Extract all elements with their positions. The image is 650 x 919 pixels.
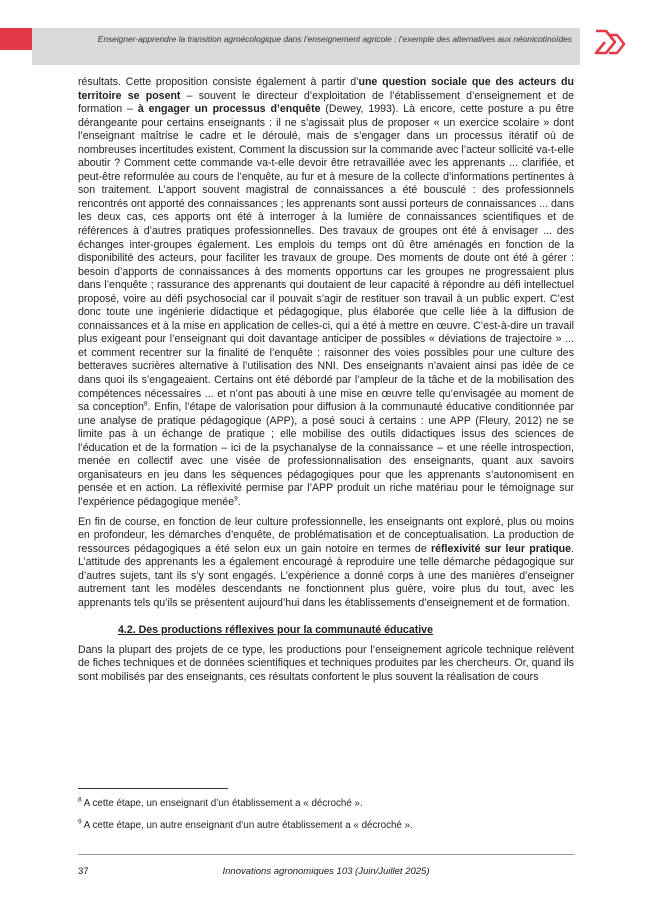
header-accent-tab	[0, 28, 32, 50]
section-heading: 4.2. Des productions réflexives pour la communauté éducative	[118, 624, 433, 637]
footnote-ref-9[interactable]: 9	[234, 495, 238, 503]
running-title: Enseigner-apprendre la transition agroécologique dans l’enseignement agricole : l’exemple des alternatives aux néonicotinoïdes	[97, 34, 572, 44]
running-header	[32, 28, 580, 65]
footnote-8: $^8$ A cette étape, un enseignant d’un établissement a « décroché ».	[78, 796, 363, 809]
footnote-divider	[78, 788, 228, 789]
brand-chevrons-logo-icon	[593, 27, 631, 61]
journal-citation: Innovations agronomiques 103 (Juin/Juillet 2025)	[222, 866, 430, 877]
paragraph-1: résultats. Cette proposition consiste également à partir d’une question sociale que des acteurs du territoire se posent – souvent le directeur d’exploitation de l’établissement d’enseignement et de formation – à engager un processus d’enquête (Dewey, 1993). Là encore, cette posture a pu être dérangeante pour certains enseignants : il ne s’agissait plus de proposer « un exercice scolaire » dont l’enseignant maîtrise le cadre et le déroulé, mais de s’engager dans un processus itératif où de nombreuses incertitudes existent. Comment la discussion sur la commande avec l’acteur sollicité va-t-elle aboutir ? Comment cette commande va-t-elle devoir être retravaillée avec les apprenants ... clarifiée, et peut-être reformulée au cours de l’enquête, au fur et à mesure de la collecte d’informations pertinentes à son traitement. L’apport souvent magistral de connaissances a été bousculé : des professionnels rencontrés ont apporté des connaissances ; les apprenants sont aussi porteurs de connaissances ... dans les deux cas, ces apports ont été à interroger à la lumière de connaissances scientifiques et de références à d’autres pratiques professionnelles. Des travaux de groupes ont été à envisager ... des échanges inter-groupes également. Les emplois du temps ont dû être aménagés en fonction de la disponibilité des acteurs, pour faciliter les travaux de groupe. Des moments de doute ont été à gérer : besoin d’apports de connaissances à des moments opportuns car les groupes ne progressaient plus dans l’enquête ; rassurance des apprenants qui doutaient de leur capacité à répondre au défi intellectuel proposé, voire au défi psychosocial car il pouvait s’agir de restituer son travail à un public expert. C’est donc toute une ingénierie didactique et pédagogique, plus élaborée que celle liée à la diffusion de connaissances et à la mise en application de celles-ci, qui a été à mettre en œuvre. C’est-à-dire un travail plus exigeant pour l’enseignant qui doit davantage anticiper de possibles « déviations de trajectoire » ... et comment recentrer sur la finalité de l’enquête : raisonner des voies possibles pour une culture des betteraves sucrières alternative à l’utilisation des NNI. Des enseignants n’avaient ainsi pas idée de ce dans quoi ils s’engageaient. Certains ont été débordé par l’ampleur de la tâche et de la mobilisation des compétences nécessaires ... et n’ont pas abouti à une mise en œuvre telle qu’envisagée au moment de sa conception$^8$. Enfin, l’étape de valorisation pour diffusion à la communauté éducative conditionnée par une analyse de pratique pédagogique (APP), a posé souci à certains : une APP (Fleury, 2012) ne se limite pas à un échange de pratique ; elle mobilise des outils didactiques issus des sciences de l’éducation et de la formation – ici de la psychanalyse de la connaissance – et une réelle introspection, menée en collectif avec une visée de professionnalisation des enseignants, quant aux savoirs organisateurs en jeu dans les séquences pédagogiques pour que les apprenants s’autonomisent en pensée et en action. La réflexivité permise par l’APP produit un riche matériau pour le témoignage sur l’expérience pédagogique menée$^9$.	[78, 76, 574, 508]
footer-divider	[78, 854, 574, 855]
footnote-ref-8[interactable]: 8	[144, 400, 148, 408]
page-number: 37	[78, 866, 89, 877]
article-body	[78, 76, 574, 691]
paragraph-3: Dans la plupart des projets de ce type, les productions pour l’enseignement agricole technique relèvent de fiches techniques et de données scientifiques et techniques produites par les chercheurs. Or, quand ils sont mobilisés par des enseignants, ces résultats confortent le plus souvent la réalisation de cours	[78, 643, 574, 683]
paragraph-2: En fin de course, en fonction de leur culture professionnelle, les enseignants ont exploré, plus ou moins en profondeur, les démarches d’enquête, de problématisation et de conceptualisation. La production de ressources pédagogiques a été selon eux un gain notoire en termes de réflexivité sur leur pratique. L’attitude des apprenants les a également encouragé à reproduire une telle démarche pédagogique sur d’autres sujets, tant ils s’y sont engagés. L’expérience a donné corps à une des manières d’enseigner autrement tant les modèles descendants ne fonctionnent plus guère, voire plus du tout, avec les apprenants tels qu’ils se présentent aujourd’hui dans les établissements d’enseignement et de formation.	[78, 515, 574, 609]
footnote-9: $^9$ A cette étape, un autre enseignant d’un autre établissement a « décroché ».	[78, 818, 413, 831]
